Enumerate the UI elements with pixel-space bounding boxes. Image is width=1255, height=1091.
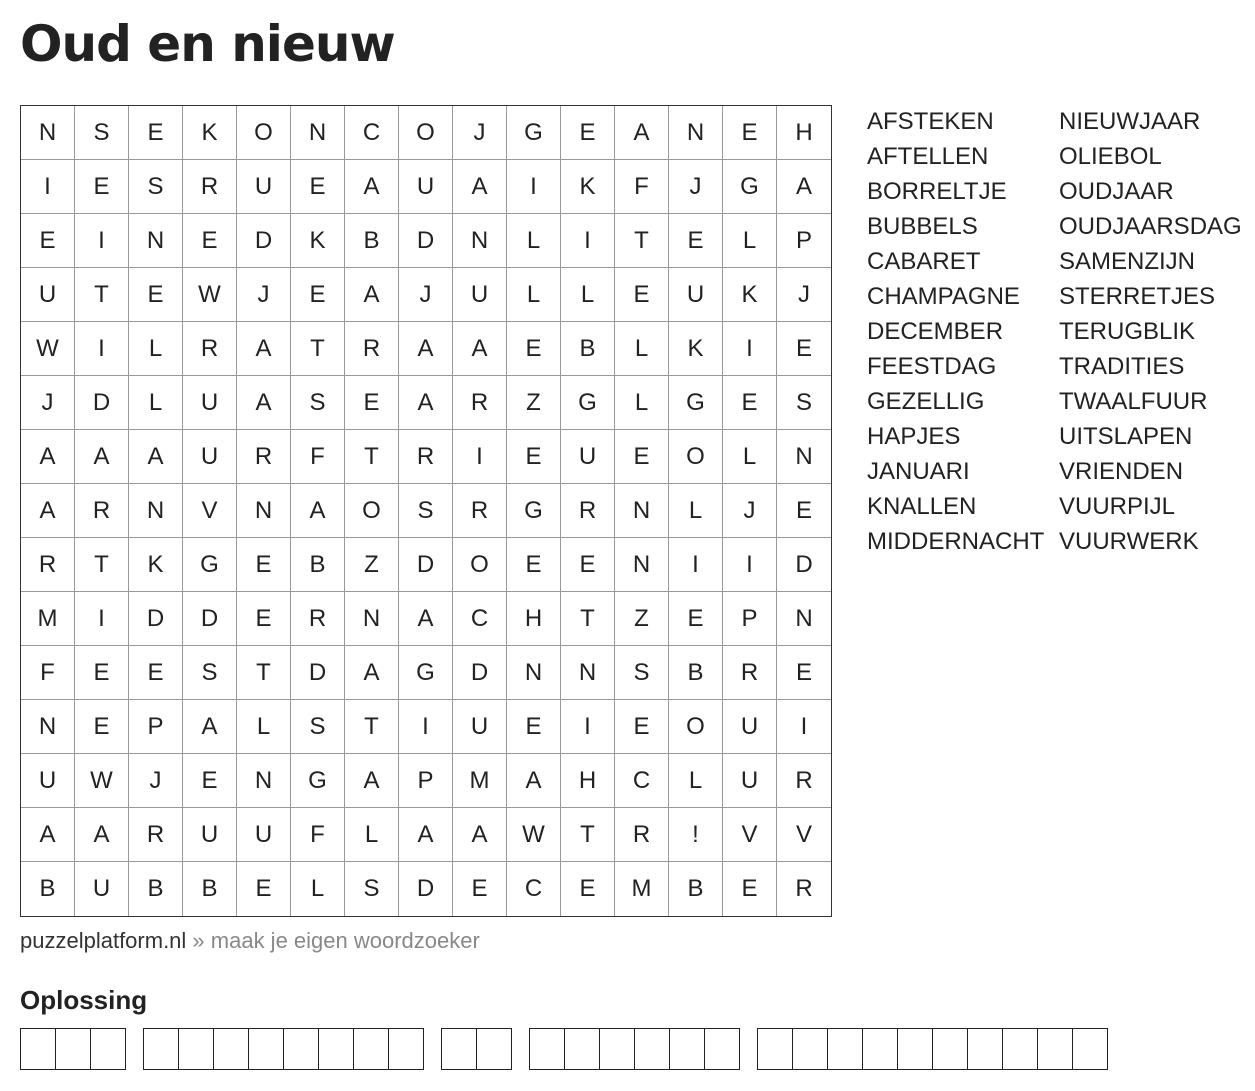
grid-cell[interactable]: E xyxy=(777,484,831,538)
grid-cell[interactable]: O xyxy=(237,106,291,160)
grid-cell[interactable]: B xyxy=(183,862,237,916)
grid-cell[interactable]: E xyxy=(507,700,561,754)
grid-cell[interactable]: R xyxy=(795,875,813,902)
grid-cell[interactable]: T xyxy=(345,700,399,754)
grid-cell[interactable]: S xyxy=(129,160,183,214)
grid-cell[interactable]: B xyxy=(669,646,723,700)
grid-cell[interactable]: E xyxy=(291,160,345,214)
grid-cell[interactable]: J xyxy=(723,484,777,538)
grid-cell[interactable]: K xyxy=(291,214,345,268)
grid-cell[interactable]: R xyxy=(183,322,237,376)
grid-cell[interactable]: A xyxy=(399,376,453,430)
grid-cell[interactable]: T xyxy=(615,214,669,268)
grid-cell[interactable]: D xyxy=(237,214,291,268)
solution-letter-box[interactable] xyxy=(477,1028,512,1070)
grid-cell[interactable]: P xyxy=(723,592,777,646)
word-list-item: VUURWERK xyxy=(1059,528,1199,555)
solution-letter-box[interactable] xyxy=(56,1028,91,1070)
grid-cell[interactable]: K xyxy=(723,268,777,322)
grid-cell[interactable]: N xyxy=(291,106,345,160)
grid-cell[interactable]: E xyxy=(669,214,723,268)
grid-cell[interactable]: L xyxy=(723,430,777,484)
solution-letter-box[interactable] xyxy=(1073,1028,1108,1070)
grid-cell[interactable]: V xyxy=(183,484,237,538)
grid-cell[interactable]: N xyxy=(345,592,399,646)
grid-cell[interactable]: G xyxy=(507,484,561,538)
grid-cell[interactable]: U xyxy=(237,160,291,214)
grid-cell[interactable]: A xyxy=(345,754,399,808)
grid-cell[interactable]: B xyxy=(561,322,615,376)
grid-cell[interactable]: A xyxy=(507,754,561,808)
grid-cell[interactable]: S xyxy=(183,646,237,700)
grid-cell[interactable]: L xyxy=(129,322,183,376)
grid-cell[interactable]: T xyxy=(237,646,291,700)
grid-cell[interactable]: L xyxy=(237,700,291,754)
word-list-item: AFTELLEN xyxy=(867,143,989,170)
grid-cell[interactable]: B xyxy=(345,214,399,268)
solution-letter-box[interactable] xyxy=(91,1028,126,1070)
grid-cell[interactable]: E xyxy=(507,322,561,376)
solution-letter-box[interactable] xyxy=(565,1028,600,1070)
grid-cell[interactable]: E xyxy=(237,538,291,592)
grid-cell[interactable]: P xyxy=(777,214,831,268)
solution-letter-box[interactable] xyxy=(705,1028,740,1070)
word-list-item: SAMENZIJN xyxy=(1059,248,1196,275)
grid-cell[interactable]: E xyxy=(75,646,129,700)
grid-cell[interactable]: D xyxy=(399,538,453,592)
grid-cell[interactable]: G xyxy=(399,646,453,700)
grid-cell[interactable]: F xyxy=(291,808,345,862)
grid-cell[interactable]: C xyxy=(453,592,507,646)
grid-cell[interactable]: Z xyxy=(345,538,399,592)
grid-cell[interactable]: L xyxy=(615,376,669,430)
solution-letter-box[interactable] xyxy=(758,1028,793,1070)
grid-cell[interactable]: O xyxy=(345,484,399,538)
grid-cell[interactable]: L xyxy=(561,268,615,322)
grid-cell[interactable]: T xyxy=(75,538,129,592)
grid-cell[interactable]: S xyxy=(399,484,453,538)
grid-cell[interactable]: I xyxy=(561,700,615,754)
grid-cell[interactable]: A xyxy=(129,430,183,484)
grid-cell[interactable]: N xyxy=(21,106,75,160)
grid-cell[interactable]: E xyxy=(453,862,507,916)
grid-cell[interactable]: N xyxy=(777,430,831,484)
grid-cell[interactable]: U xyxy=(21,754,75,808)
grid-cell[interactable]: S xyxy=(291,700,345,754)
solution-letter-box[interactable] xyxy=(442,1028,477,1070)
solution-letter-box[interactable] xyxy=(1038,1028,1073,1070)
grid-cell[interactable]: N xyxy=(507,646,561,700)
grid-cell[interactable]: K xyxy=(183,106,237,160)
solution-letter-box[interactable] xyxy=(635,1028,670,1070)
word-list-item: BUBBELS xyxy=(867,213,978,240)
word-list-item: TERUGBLIK xyxy=(1059,318,1196,345)
grid-cell[interactable]: W xyxy=(507,808,561,862)
grid-cell[interactable]: A xyxy=(345,160,399,214)
grid-cell[interactable]: E xyxy=(237,592,291,646)
grid-cell[interactable]: B xyxy=(669,862,723,916)
grid-cell[interactable]: P xyxy=(129,700,183,754)
grid-cell[interactable]: U xyxy=(399,160,453,214)
grid-cell[interactable]: L xyxy=(669,484,723,538)
grid-cell[interactable]: D xyxy=(75,376,129,430)
solution-letter-box[interactable] xyxy=(1003,1028,1038,1070)
grid-cell[interactable]: I xyxy=(75,322,129,376)
word-list-item: MIDDERNACHT xyxy=(867,528,1045,555)
solution-letter-box[interactable] xyxy=(354,1028,389,1070)
grid-cell[interactable]: N xyxy=(237,754,291,808)
grid-cell[interactable]: E xyxy=(507,430,561,484)
word-list-column-1 xyxy=(867,104,1044,559)
grid-cell[interactable]: D xyxy=(453,646,507,700)
grid-cell[interactable]: E xyxy=(129,106,183,160)
grid-cell[interactable]: S xyxy=(75,106,129,160)
word-list-item: JANUARI xyxy=(867,458,970,485)
grid-cell[interactable]: G xyxy=(183,538,237,592)
solution-letter-box[interactable] xyxy=(21,1028,56,1070)
grid-cell[interactable]: O xyxy=(669,700,723,754)
grid-cell[interactable]: T xyxy=(291,322,345,376)
grid-cell[interactable]: U xyxy=(21,268,75,322)
grid-cell[interactable]: M xyxy=(453,754,507,808)
grid-cell[interactable]: N xyxy=(669,106,723,160)
word-list-item: VUURPIJL xyxy=(1059,493,1176,520)
grid-cell[interactable]: A xyxy=(399,592,453,646)
grid-cell[interactable]: K xyxy=(669,322,723,376)
grid-cell[interactable]: N xyxy=(21,700,75,754)
grid-cell[interactable]: O xyxy=(453,538,507,592)
solution-letter-box[interactable] xyxy=(530,1028,565,1070)
grid-cell[interactable]: R xyxy=(777,754,831,808)
grid-cell[interactable]: A xyxy=(399,322,453,376)
word-list-item: UITSLAPEN xyxy=(1059,423,1193,450)
word-list-item: STERRETJES xyxy=(1059,283,1216,310)
grid-cell[interactable]: Z xyxy=(615,592,669,646)
grid-cell[interactable]: J xyxy=(237,268,291,322)
grid-cell[interactable]: M xyxy=(21,592,75,646)
grid-cell[interactable]: E xyxy=(129,646,183,700)
grid-cell[interactable]: A xyxy=(453,808,507,862)
grid-cell[interactable]: J xyxy=(777,268,831,322)
grid-cell[interactable]: E xyxy=(183,754,237,808)
grid-cell[interactable]: I xyxy=(75,214,129,268)
grid-cell[interactable]: E xyxy=(291,268,345,322)
grid-cell[interactable]: F xyxy=(291,430,345,484)
word-list-item: CHAMPAGNE xyxy=(867,283,1020,310)
solution-letter-box[interactable] xyxy=(249,1028,284,1070)
grid-cell[interactable]: U xyxy=(453,700,507,754)
grid-cell[interactable]: D xyxy=(399,214,453,268)
grid-cell[interactable]: N xyxy=(129,214,183,268)
grid-cell[interactable]: R xyxy=(453,484,507,538)
grid-cell[interactable]: U xyxy=(723,700,777,754)
grid-cell[interactable]: E xyxy=(777,646,831,700)
solution-letter-box[interactable] xyxy=(600,1028,635,1070)
grid-cell[interactable]: H xyxy=(507,592,561,646)
grid-cell[interactable]: K xyxy=(561,160,615,214)
word-list-item: BORRELTJE xyxy=(867,178,1007,205)
grid-cell[interactable]: A xyxy=(615,106,669,160)
grid-cell[interactable]: L xyxy=(345,808,399,862)
grid-cell[interactable]: S xyxy=(615,646,669,700)
grid-cell[interactable]: B xyxy=(129,862,183,916)
grid-cell[interactable]: W xyxy=(21,322,75,376)
grid-cell[interactable]: T xyxy=(561,592,615,646)
grid-cell[interactable]: P xyxy=(399,754,453,808)
grid-cell[interactable]: C xyxy=(345,106,399,160)
grid-cell[interactable]: G xyxy=(669,376,723,430)
solution-word xyxy=(529,1028,740,1070)
grid-cell[interactable]: A xyxy=(453,160,507,214)
word-list-item: KNALLEN xyxy=(867,493,977,520)
word-list-item: VRIENDEN xyxy=(1059,458,1184,485)
grid-cell[interactable]: E xyxy=(75,700,129,754)
grid-cell[interactable]: G xyxy=(291,754,345,808)
grid-cell[interactable]: E xyxy=(615,700,669,754)
word-list-item: GEZELLIG xyxy=(867,388,985,415)
solution-letter-box[interactable] xyxy=(828,1028,863,1070)
grid-cell[interactable]: G xyxy=(723,160,777,214)
grid-cell[interactable]: L xyxy=(615,322,669,376)
grid-cell[interactable]: R xyxy=(183,160,237,214)
word-list-item: OLIEBOL xyxy=(1059,143,1162,170)
grid-cell[interactable]: U xyxy=(669,268,723,322)
grid-cell[interactable]: A xyxy=(75,430,129,484)
grid-cell[interactable]: F xyxy=(21,646,75,700)
grid-cell[interactable]: R xyxy=(21,538,75,592)
grid-cell[interactable]: U xyxy=(453,268,507,322)
solution-word xyxy=(757,1028,1108,1070)
grid-cell[interactable]: E xyxy=(183,214,237,268)
grid-cell[interactable]: E xyxy=(723,376,777,430)
grid-cell[interactable]: N xyxy=(453,214,507,268)
grid-cell[interactable]: E xyxy=(561,862,615,916)
grid-cell[interactable]: T xyxy=(75,268,129,322)
grid-cell[interactable]: U xyxy=(561,430,615,484)
grid-cell[interactable]: T xyxy=(561,808,615,862)
grid-cell[interactable]: I xyxy=(453,430,507,484)
grid-cell[interactable]: L xyxy=(669,754,723,808)
grid-cell[interactable]: J xyxy=(399,268,453,322)
grid-cell[interactable]: R xyxy=(345,322,399,376)
grid-cell[interactable]: U xyxy=(183,808,237,862)
solution-letter-box[interactable] xyxy=(933,1028,968,1070)
grid-cell[interactable]: A xyxy=(237,322,291,376)
solution-letter-box[interactable] xyxy=(144,1028,179,1070)
grid-cell[interactable]: I xyxy=(723,322,777,376)
word-list-item: DECEMBER xyxy=(867,318,1004,345)
grid-cell[interactable]: A xyxy=(291,484,345,538)
grid-cell[interactable]: E xyxy=(507,538,561,592)
grid-cell[interactable]: H xyxy=(777,106,831,160)
grid-cell[interactable]: N xyxy=(129,484,183,538)
word-list-item: AFSTEKEN xyxy=(867,108,994,135)
grid-cell[interactable]: E xyxy=(723,106,777,160)
grid-cell[interactable]: V xyxy=(723,808,777,862)
grid-cell[interactable]: O xyxy=(399,106,453,160)
grid-cell[interactable]: N xyxy=(561,646,615,700)
grid-cell[interactable]: A xyxy=(21,808,75,862)
grid-cell[interactable]: U xyxy=(723,754,777,808)
solution-word xyxy=(143,1028,424,1070)
grid-cell[interactable]: E xyxy=(669,592,723,646)
grid-cell[interactable]: H xyxy=(561,754,615,808)
word-list-item: OUDJAAR xyxy=(1059,178,1174,205)
grid-cell[interactable]: E xyxy=(777,322,831,376)
solution-letter-box[interactable] xyxy=(670,1028,705,1070)
grid-cell[interactable]: R xyxy=(237,430,291,484)
grid-cell[interactable]: A xyxy=(21,484,75,538)
grid-cell[interactable]: T xyxy=(345,430,399,484)
grid-cell[interactable]: A xyxy=(345,646,399,700)
grid-cell[interactable]: R xyxy=(723,646,777,700)
grid-cell[interactable]: U xyxy=(183,376,237,430)
word-list-column-2 xyxy=(1059,104,1242,559)
grid-cell[interactable]: E xyxy=(615,268,669,322)
grid-cell[interactable]: F xyxy=(615,160,669,214)
grid-cell[interactable]: S xyxy=(345,862,399,916)
grid-cell[interactable]: I xyxy=(777,700,831,754)
grid-cell[interactable]: R xyxy=(615,808,669,862)
grid-cell[interactable]: A xyxy=(183,700,237,754)
grid-cell[interactable]: U xyxy=(237,808,291,862)
grid-cell[interactable]: O xyxy=(669,430,723,484)
grid-cell[interactable]: E xyxy=(75,160,129,214)
grid-cell[interactable]: U xyxy=(75,862,129,916)
grid-cell[interactable]: B xyxy=(291,538,345,592)
site-name: puzzelplatform.nl xyxy=(20,928,187,953)
grid-cell[interactable]: B xyxy=(21,862,75,916)
grid-cell[interactable]: E xyxy=(723,862,777,916)
grid-cell[interactable]: G xyxy=(561,376,615,430)
word-list-item: TRADITIES xyxy=(1059,353,1185,380)
grid-cell[interactable]: E xyxy=(345,376,399,430)
grid-cell[interactable]: G xyxy=(507,106,561,160)
grid-cell[interactable]: V xyxy=(777,808,831,862)
grid-cell[interactable]: S xyxy=(777,376,831,430)
solution-letter-box[interactable] xyxy=(793,1028,828,1070)
grid-cell[interactable]: I xyxy=(561,214,615,268)
grid-cell[interactable]: R xyxy=(129,808,183,862)
credit-line xyxy=(20,926,480,956)
solution-heading: Oplossing xyxy=(20,985,148,1015)
grid-cell[interactable]: A xyxy=(237,376,291,430)
grid-cell[interactable]: K xyxy=(129,538,183,592)
grid-cell[interactable]: A xyxy=(777,160,831,214)
word-list-item: CABARET xyxy=(867,248,981,275)
puzzle-title: Oud en nieuw xyxy=(20,15,395,73)
solution-letter-box[interactable] xyxy=(968,1028,1003,1070)
grid-cell[interactable]: C xyxy=(507,862,561,916)
grid-cell[interactable]: R xyxy=(75,484,129,538)
grid-cell[interactable]: J xyxy=(129,754,183,808)
grid-cell[interactable]: L xyxy=(507,214,561,268)
grid-cell[interactable]: A xyxy=(75,808,129,862)
solution-word xyxy=(20,1028,126,1070)
grid-cell[interactable]: R xyxy=(561,484,615,538)
solution-word xyxy=(441,1028,512,1070)
grid-cell[interactable]: D xyxy=(777,538,831,592)
grid-cell[interactable]: N xyxy=(777,592,831,646)
grid-cell[interactable]: ! xyxy=(669,808,723,862)
letter-grid xyxy=(20,105,832,917)
grid-cell[interactable]: I xyxy=(507,160,561,214)
grid-cell[interactable]: A xyxy=(453,322,507,376)
solution-letter-box[interactable] xyxy=(863,1028,898,1070)
grid-cell[interactable]: I xyxy=(399,700,453,754)
solution-letter-box[interactable] xyxy=(898,1028,933,1070)
grid-cell[interactable]: L xyxy=(129,376,183,430)
solution-letter-box[interactable] xyxy=(284,1028,319,1070)
credit-tagline: » maak je eigen woordzoeker xyxy=(186,928,480,953)
solution-letter-box[interactable] xyxy=(214,1028,249,1070)
grid-cell[interactable]: N xyxy=(237,484,291,538)
solution-boxes xyxy=(20,1028,1125,1070)
grid-cell[interactable]: E xyxy=(561,538,615,592)
grid-cell[interactable]: A xyxy=(399,808,453,862)
grid-cell[interactable]: E xyxy=(237,862,291,916)
solution-letter-box[interactable] xyxy=(319,1028,354,1070)
grid-cell[interactable]: D xyxy=(291,646,345,700)
grid-cell[interactable]: S xyxy=(291,376,345,430)
grid-cell[interactable]: J xyxy=(453,106,507,160)
grid-cell[interactable]: E xyxy=(129,268,183,322)
grid-cell[interactable]: I xyxy=(21,160,75,214)
grid-cell[interactable]: C xyxy=(615,754,669,808)
grid-cell[interactable]: D xyxy=(129,592,183,646)
word-list-item: NIEUWJAAR xyxy=(1059,108,1201,135)
word-list-item: FEESTDAG xyxy=(867,353,997,380)
grid-cell[interactable]: R xyxy=(291,592,345,646)
solution-letter-box[interactable] xyxy=(389,1028,424,1070)
grid-cell[interactable]: M xyxy=(615,862,669,916)
grid-cell[interactable]: E xyxy=(561,106,615,160)
grid-cell[interactable]: L xyxy=(507,268,561,322)
grid-cell[interactable]: I xyxy=(75,592,129,646)
grid-cell[interactable]: R xyxy=(399,430,453,484)
grid-cell[interactable]: A xyxy=(345,268,399,322)
grid-cell[interactable]: L xyxy=(723,214,777,268)
word-list-item: TWAALFUUR xyxy=(1059,388,1208,415)
grid-cell[interactable]: U xyxy=(183,430,237,484)
grid-cell[interactable]: W xyxy=(75,754,129,808)
grid-cell[interactable]: N xyxy=(615,484,669,538)
grid-cell[interactable]: D xyxy=(183,592,237,646)
grid-cell[interactable]: L xyxy=(291,862,345,916)
grid-cell[interactable]: W xyxy=(183,268,237,322)
grid-cell[interactable]: R xyxy=(453,376,507,430)
grid-cell[interactable]: Z xyxy=(507,376,561,430)
grid-cell[interactable]: E xyxy=(615,430,669,484)
grid-cell[interactable]: I xyxy=(669,538,723,592)
grid-cell[interactable]: E xyxy=(21,214,75,268)
grid-cell[interactable]: J xyxy=(669,160,723,214)
grid-cell[interactable]: D xyxy=(399,862,453,916)
grid-cell[interactable]: N xyxy=(615,538,669,592)
grid-cell[interactable]: A xyxy=(21,430,75,484)
grid-cell[interactable]: I xyxy=(723,538,777,592)
solution-letter-box[interactable] xyxy=(179,1028,214,1070)
word-list-item: HAPJES xyxy=(867,423,961,450)
word-list-item: OUDJAARSDAG xyxy=(1059,213,1242,240)
grid-cell[interactable]: J xyxy=(21,376,75,430)
